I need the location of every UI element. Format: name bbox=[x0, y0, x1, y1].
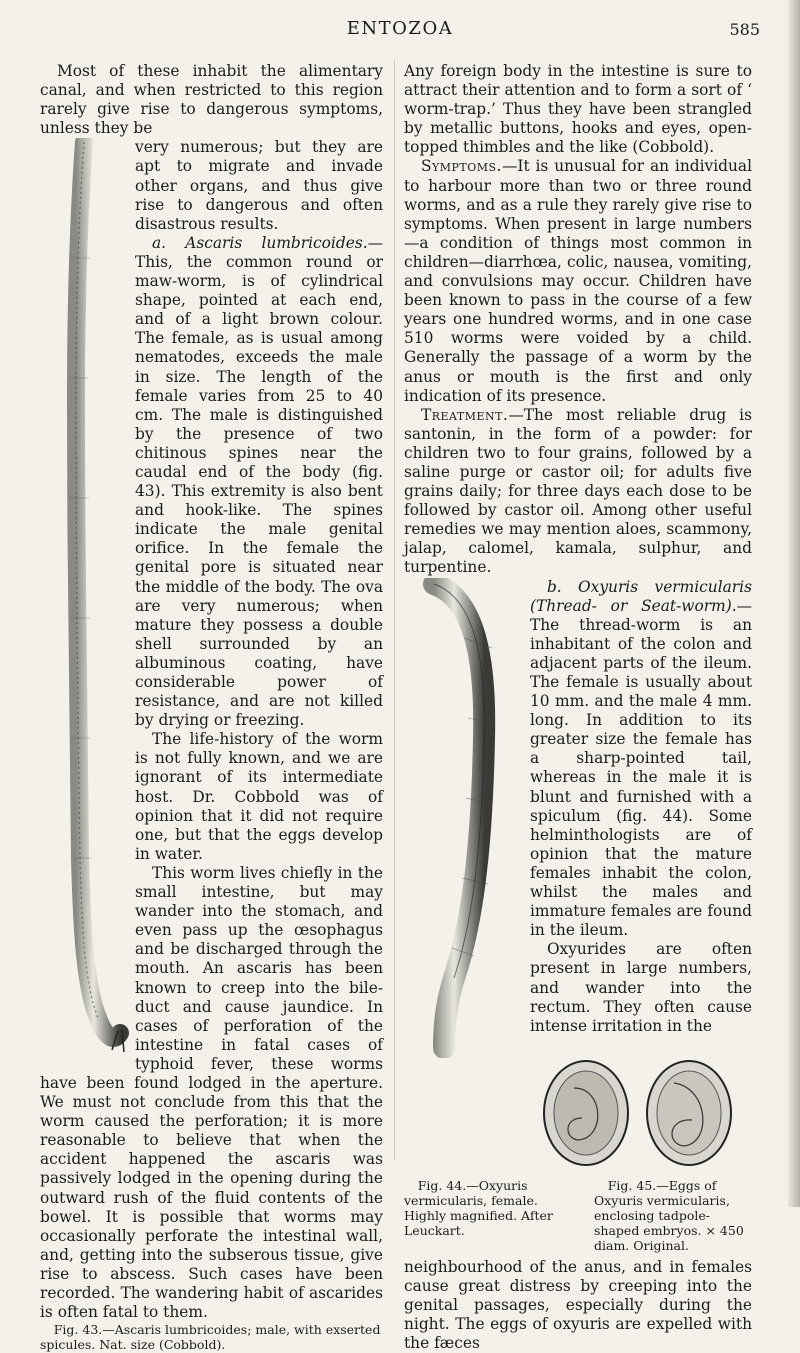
oxyuris-eggs-illustration bbox=[534, 1058, 744, 1168]
figure-44-caption: Fig. 44.—Oxyuris vermicularis, female. Highly magnified. After Leuckart. bbox=[404, 1177, 553, 1238]
paragraph-intro: Most of these inhabit the alimentary canal, and when restricted to this region rarely give rise to dangerous symptoms, unless they be bbox=[40, 62, 383, 138]
figure-43-caption: Fig. 43.—Ascaris lumbricoides; male, with exserted spicules. Nat. size (Cobbold). bbox=[40, 1322, 381, 1353]
oxyuris-heading: b. Oxyuris vermicularis (Thread- or Seat-worm). bbox=[530, 577, 752, 615]
ascaris-heading: a. Ascaris lumbricoides. bbox=[151, 233, 368, 252]
page-number: 585 bbox=[729, 20, 760, 39]
running-title: ENTOZOA bbox=[346, 18, 454, 39]
paragraph-final: neighbourhood of the anus, and in females cause great distress by creeping into the genital passages, especially during the night. The eggs of oxyuris are expelled with the fæces bbox=[404, 1257, 752, 1352]
figures-44-45-row bbox=[404, 1058, 752, 1258]
paragraph-symptoms: Symptoms.—It is unusual for an individual to harbour more than two or three round worms, and as a rule they rarely give rise to symptoms. When present in large numbers —a condition of things most common in children—diarrhœa, colic, nausea, vomiting, and convulsions may occur. Children have been known to pass in the course of a few years one hundred worms, and in one case 510 worms were voided by a child. Generally the passage of a worm by the anus or mouth is the first and only indication of its presence. bbox=[404, 157, 752, 405]
ascaris-worm-illustration bbox=[40, 138, 130, 1073]
left-column bbox=[40, 62, 383, 1352]
column-divider bbox=[394, 60, 395, 1160]
paragraph-ascaris: a. Ascaris lumbricoides.— This, the common round or maw-worm, is of cylindrical shape, pointed at each end, and of a light brown colour. The female, as is usual among nematodes, exceeds the male in size. The length of the female varies from 25 to 40 cm. The male is distinguished by the presence of two chitinous spines near the caudal end of the body (fig. 43). This extremity is also bent and hook-like. The spines indicate the male genital orifice. In the female the genital pore is situated near the middle of the body. The ova are very numerous; when mature they possess a double shell surrounded by an albuminous coating, have considerable power of resistance, and are not killed by drying or freezing. bbox=[135, 233, 383, 730]
paragraph-intro-cont: very numerous; but they are apt to migrate and invade other organs, and thus give rise to dangerous and often disastrous results. bbox=[135, 138, 383, 233]
figure-43 bbox=[40, 138, 135, 1073]
paragraph-treatment: Treatment.—The most reliable drug is santonin, in the form of a powder: for children two to four grains, followed by a saline purge or castor oil; for adults five grains daily; for three days each dose to be followed by castor oil. Among other useful remedies we may mention aloes, scammony, jalap, calomel, kamala, sulphur, and turpentine. bbox=[404, 405, 752, 577]
oxyuris-worm-illustration bbox=[404, 578, 519, 1058]
paragraph-habitat: This worm lives chiefly in the small intestine, but may wander into the stomach, and even pass up the œsophagus and be discharged through the mouth. An ascaris has been known to creep into the bile-duct and cause jaundice. In cases of perforation of the intestine in fatal cases of typhoid fever, these worms have been found lodged in the aperture. We must not conclude from this that the worm caused the perforation; it is more reasonable to believe that when the accident happened the ascaris was passively lodged in the opening during the outward rush of the fluid contents of the bowel. It is possible that worms may occasionally perforate the intestinal wall, and, getting into the subserous tissue, give rise to abscess. Such cases have been recorded. The wandering habit of ascarides is often fatal to them. bbox=[40, 863, 383, 1322]
symptoms-heading: Symptoms. bbox=[420, 157, 502, 176]
page-header bbox=[0, 14, 800, 44]
paragraph-oxyuris: b. Oxyuris vermicularis (Thread- or Seat-worm).— The thread-worm is an inhabitant of the colon and adjacent parts of the ileum. The female is usually about 10 mm. and the male 4 mm. long. In addition to its greater size the female has a sharp-pointed tail, whereas in the male it is blunt and furnished with a spiculum (fig. 44). Some helminthologists are of opinion that the mature females inhabit the colon, whilst the males and immature females are found in the ileum. bbox=[530, 577, 752, 940]
paragraph-life-history: The life-history of the worm is not fully known, and we are ignorant of its intermediate host. Dr. Cobbold was of opinion that it did not require one, but that the eggs develop in water. bbox=[135, 730, 383, 863]
figure-44 bbox=[404, 578, 524, 1058]
treatment-heading: Treatment. bbox=[420, 405, 509, 424]
paragraph-foreign-body: Any foreign body in the intestine is sure to attract their attention and to form a sort of ‘ worm-trap.’ Thus they have been strangled by metallic buttons, hooks and eyes, open-topped thimbles and the like (Cobbold). bbox=[404, 62, 752, 157]
figure-45-caption: Fig. 45.—Eggs of Oxyuris vermicularis, enclosing tadpole-shaped embryos. × 450 diam. Original. bbox=[594, 1177, 744, 1253]
paragraph-oxyuris-cont: Oxyurides are often present in large numbers, and wander into the rectum. They often cause intense irritation in the bbox=[530, 940, 752, 1035]
page-edge-shadow bbox=[788, 0, 800, 1207]
right-column bbox=[404, 62, 752, 1353]
